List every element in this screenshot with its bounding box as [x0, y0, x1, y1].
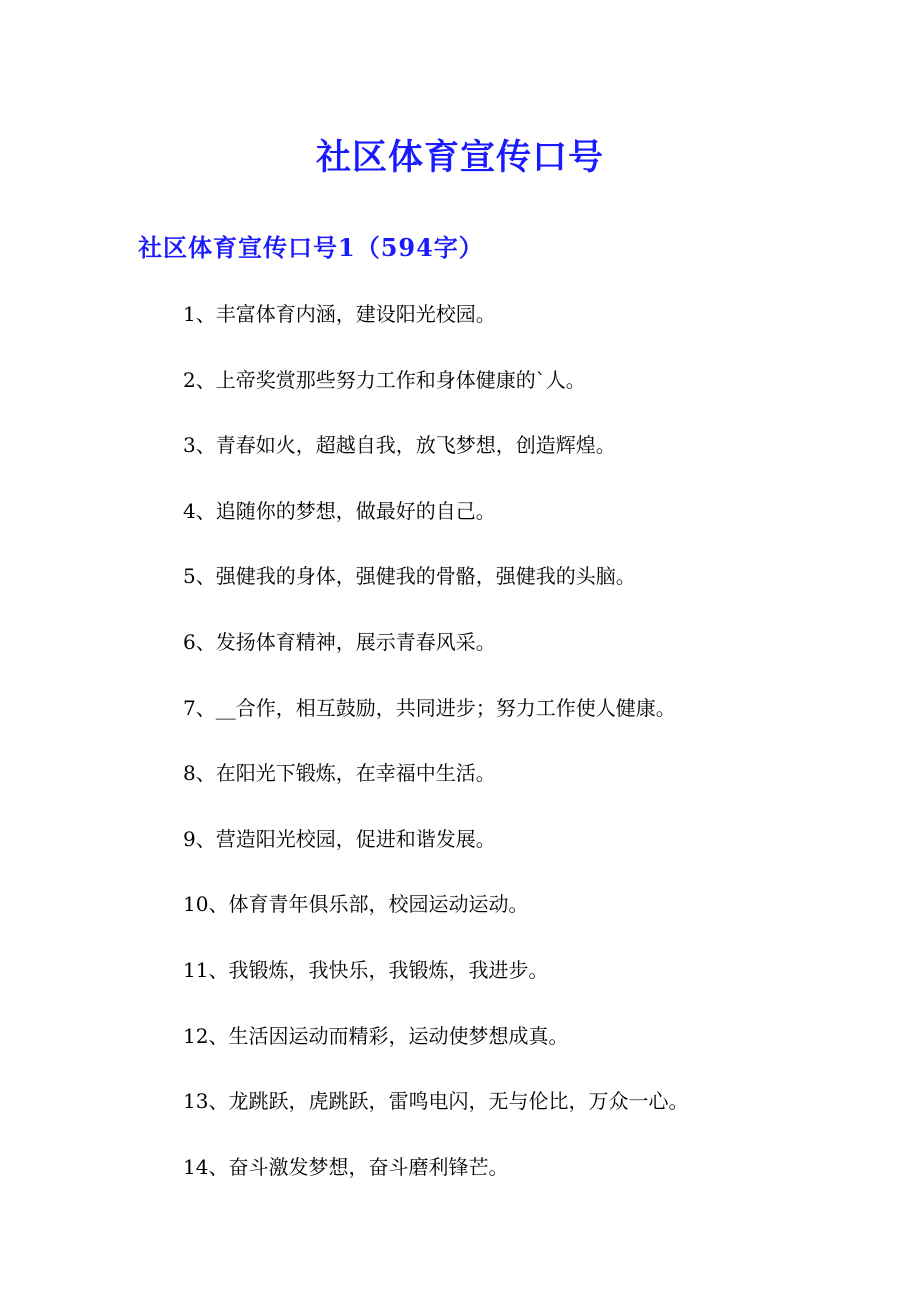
slogan-item: 2、上帝奖赏那些努力工作和身体健康的`人。: [183, 367, 586, 392]
slogan-item: 1、丰富体育内涵，建设阳光校园。: [183, 302, 496, 326]
slogan-list: [183, 296, 688, 1214]
slogan-item: 4、追随你的梦想，做最好的自己。: [183, 498, 496, 523]
slogan-item: 13、龙跳跃，虎跳跃，雷鸣电闪，无与伦比，万众一心。: [183, 1089, 689, 1114]
slogan-item: 10、体育青年俱乐部，校园运动运动。: [183, 892, 529, 917]
section-heading: 社区体育宣传口号1（594字）: [138, 233, 484, 262]
slogan-item: 12、生活因运动而精彩，运动使梦想成真。: [183, 1023, 569, 1048]
slogan-item: 7、__合作，相互鼓励，共同进步；努力工作使人健康。: [183, 695, 676, 720]
slogan-item: 5、强健我的身体，强健我的骨骼，强健我的头脑。: [183, 564, 636, 589]
slogan-item: 9、营造阳光校园，促进和谐发展。: [183, 826, 496, 851]
slogan-item: 8、在阳光下锻炼，在幸福中生活。: [183, 761, 496, 786]
slogan-item: 6、发扬体育精神，展示青春风采。: [183, 629, 496, 654]
slogan-item: 11、我锻炼，我快乐，我锻炼，我进步。: [183, 957, 549, 982]
slogan-item: 14、奋斗激发梦想，奋斗磨利锋芒。: [183, 1154, 509, 1179]
slogan-item: 3、青春如火，超越自我，放飞梦想，创造辉煌。: [183, 433, 616, 458]
document-title: 社区体育宣传口号: [315, 137, 604, 178]
